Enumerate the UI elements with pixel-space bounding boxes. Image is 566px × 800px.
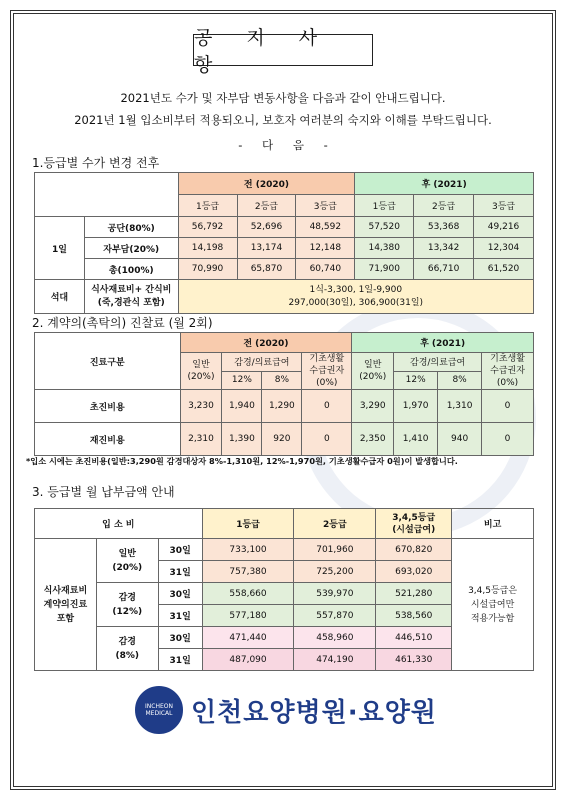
grade-header: 2등급 bbox=[237, 195, 296, 217]
row-label: 공단(80%) bbox=[84, 217, 178, 238]
table-cell: 446,510 bbox=[376, 627, 452, 649]
table-cell: 733,100 bbox=[202, 539, 294, 561]
section1-heading: 1.등급별 수가 변경 전후 bbox=[32, 156, 160, 170]
table-cell: 0 bbox=[482, 423, 534, 456]
table-cell: 1,410 bbox=[394, 423, 438, 456]
before-2020-header: 전 (2020) bbox=[180, 333, 352, 353]
section2-heading: 2. 계약의(촉탁의) 진찰료 (월 2회) bbox=[32, 316, 213, 330]
meal-label: 석대 bbox=[35, 280, 85, 314]
table-cell: 3,230 bbox=[180, 390, 222, 423]
section2-note: *입소 시에는 초진비용(일반:3,290원 감경대상자 8%-1,310원, 12%-1,970원, 기초생활수급자 0원)이 발생합니다. bbox=[26, 456, 458, 466]
table-cell: 577,180 bbox=[202, 605, 294, 627]
group-pct: (12%) bbox=[112, 606, 143, 617]
section3-heading: 3. 등급별 월 납부금액 안내 bbox=[32, 485, 175, 499]
basic-label-3: (0%) bbox=[316, 378, 338, 388]
days-label: 30일 bbox=[158, 539, 202, 561]
meal-value-line-1: 1식-3,300, 1일-9,900 bbox=[309, 284, 403, 295]
reduced-label: 감경/의료급여 bbox=[222, 353, 302, 372]
remark-line-3: 적용가능함 bbox=[470, 613, 515, 624]
table-cell: 0 bbox=[302, 390, 352, 423]
grade-header: 1등급 bbox=[355, 195, 414, 217]
table-cell: 1,290 bbox=[262, 390, 302, 423]
reduced-label: 감경/의료급여 bbox=[394, 353, 482, 372]
table-cell: 71,900 bbox=[355, 259, 414, 280]
table-cell: 538,560 bbox=[376, 605, 452, 627]
table-cell: 0 bbox=[482, 390, 534, 423]
days-label: 30일 bbox=[158, 583, 202, 605]
table-cell: 70,990 bbox=[178, 259, 237, 280]
basic-label-1: 기초생활 bbox=[309, 354, 345, 364]
pct8-label: 8% bbox=[262, 371, 302, 390]
meal-desc-line-1: 식사재료비+ 간식비 bbox=[91, 284, 172, 295]
table-cell: 3,290 bbox=[352, 390, 394, 423]
row-label: 자부담(20%) bbox=[84, 238, 178, 259]
hospital-logo bbox=[135, 686, 437, 734]
table-cell: 725,200 bbox=[294, 561, 376, 583]
grade1-header: 1등급 bbox=[202, 509, 294, 539]
general-label: 일반 bbox=[192, 360, 210, 370]
table-cell: 539,970 bbox=[294, 583, 376, 605]
page-title: 공 지 사 항 bbox=[193, 34, 373, 66]
left-label-3: 포함 bbox=[56, 613, 75, 624]
general-pct: (20%) bbox=[359, 372, 387, 382]
after-2021-header: 후 (2021) bbox=[352, 333, 534, 353]
table-cell: 701,960 bbox=[294, 539, 376, 561]
table-cell: 474,190 bbox=[294, 649, 376, 671]
table-cell: 670,820 bbox=[376, 539, 452, 561]
table-cell: 13,174 bbox=[237, 238, 296, 259]
general-pct: (20%) bbox=[187, 372, 215, 382]
table-cell: 458,960 bbox=[294, 627, 376, 649]
table-cell: 1,310 bbox=[438, 390, 482, 423]
group-pct: (20%) bbox=[112, 562, 143, 573]
seal-icon: INCHEON MEDICAL bbox=[135, 686, 183, 734]
remark-line-1: 3,4,5등급은 bbox=[468, 585, 518, 596]
table-cell: 2,350 bbox=[352, 423, 394, 456]
table-cell: 1,940 bbox=[222, 390, 262, 423]
grade345-header: 3,4,5등급 bbox=[392, 512, 436, 523]
meal-value-line-2: 297,000(30일), 306,900(31일) bbox=[288, 297, 424, 308]
table-cell: 1,390 bbox=[222, 423, 262, 456]
table-cell: 60,740 bbox=[296, 259, 355, 280]
table-cell: 12,304 bbox=[474, 238, 534, 259]
table-cell: 52,696 bbox=[237, 217, 296, 238]
monthly-payment-table bbox=[34, 508, 534, 671]
table-cell: 693,020 bbox=[376, 561, 452, 583]
remark-line-2: 시설급여만 bbox=[470, 599, 515, 610]
days-label: 30일 bbox=[158, 627, 202, 649]
basic-label-1: 기초생활 bbox=[490, 354, 525, 364]
table-cell: 13,342 bbox=[414, 238, 474, 259]
group-name: 일반 bbox=[118, 548, 136, 559]
left-label-2: 계약의진료 bbox=[43, 599, 88, 610]
table-cell: 57,520 bbox=[355, 217, 414, 238]
meal-desc-line-2: (죽,경관식 포함) bbox=[97, 297, 165, 308]
grade-header: 3등급 bbox=[474, 195, 534, 217]
table-cell: 2,310 bbox=[180, 423, 222, 456]
grade345-sub: (시설급여) bbox=[392, 524, 436, 535]
days-label: 31일 bbox=[158, 649, 202, 671]
remark-header: 비고 bbox=[452, 509, 534, 539]
left-label-1: 식사재료비 bbox=[43, 585, 88, 596]
table-cell: 56,792 bbox=[178, 217, 237, 238]
table-cell: 53,368 bbox=[414, 217, 474, 238]
table-cell: 65,870 bbox=[237, 259, 296, 280]
group-pct: (8%) bbox=[115, 650, 140, 661]
table-cell: 14,380 bbox=[355, 238, 414, 259]
table-cell: 487,090 bbox=[202, 649, 294, 671]
grade-header: 1등급 bbox=[178, 195, 237, 217]
table-cell: 49,216 bbox=[474, 217, 534, 238]
col-label: 진료구분 bbox=[35, 333, 181, 390]
before-2020-header: 전 (2020) bbox=[178, 173, 355, 195]
table-cell: 48,592 bbox=[296, 217, 355, 238]
basic-label-2: 수급권자 bbox=[309, 366, 345, 376]
table-cell: 521,280 bbox=[376, 583, 452, 605]
table-cell: 1,970 bbox=[394, 390, 438, 423]
table-cell: 0 bbox=[302, 423, 352, 456]
table-cell: 757,380 bbox=[202, 561, 294, 583]
row-label: 총(100%) bbox=[84, 259, 178, 280]
pct12-label: 12% bbox=[222, 371, 262, 390]
col-label: 입 소 비 bbox=[35, 509, 203, 539]
grade-header: 2등급 bbox=[414, 195, 474, 217]
grade2-header: 2등급 bbox=[294, 509, 376, 539]
table-cell: 14,198 bbox=[178, 238, 237, 259]
grade-header: 3등급 bbox=[296, 195, 355, 217]
after-2021-header: 후 (2021) bbox=[355, 173, 534, 195]
table-cell: 920 bbox=[262, 423, 302, 456]
consult-fee-table bbox=[34, 332, 534, 456]
table-cell: 61,520 bbox=[474, 259, 534, 280]
basic-label-2: 수급권자 bbox=[490, 366, 525, 376]
fee-change-table bbox=[34, 172, 534, 314]
intro-line-2: 2021년 1월 입소비부터 적용되오니, 보호자 여러분의 숙지와 이해를 부탁드립니다. bbox=[74, 113, 492, 127]
row-label: 초진비용 bbox=[35, 390, 181, 423]
days-label: 31일 bbox=[158, 561, 202, 583]
table-cell: 66,710 bbox=[414, 259, 474, 280]
table-cell: 12,148 bbox=[296, 238, 355, 259]
general-label: 일반 bbox=[364, 360, 382, 370]
table-cell: 461,330 bbox=[376, 649, 452, 671]
table-cell: 471,440 bbox=[202, 627, 294, 649]
table-cell: 558,660 bbox=[202, 583, 294, 605]
row-label: 재진비용 bbox=[35, 423, 181, 456]
group-name: 감경 bbox=[118, 636, 136, 647]
pct8-label: 8% bbox=[438, 371, 482, 390]
table-cell: 940 bbox=[438, 423, 482, 456]
day-label: 1일 bbox=[35, 217, 85, 280]
basic-label-3: (0%) bbox=[496, 378, 519, 388]
pct12-label: 12% bbox=[394, 371, 438, 390]
days-label: 31일 bbox=[158, 605, 202, 627]
intro-sub: - 다 음 - bbox=[238, 138, 328, 152]
table-cell: 557,870 bbox=[294, 605, 376, 627]
group-name: 감경 bbox=[118, 592, 136, 603]
logo-text: 인천요양병원·요양원 bbox=[191, 697, 437, 728]
intro-line-1: 2021년도 수가 및 자부담 변동사항을 다음과 같이 안내드립니다. bbox=[120, 91, 446, 105]
